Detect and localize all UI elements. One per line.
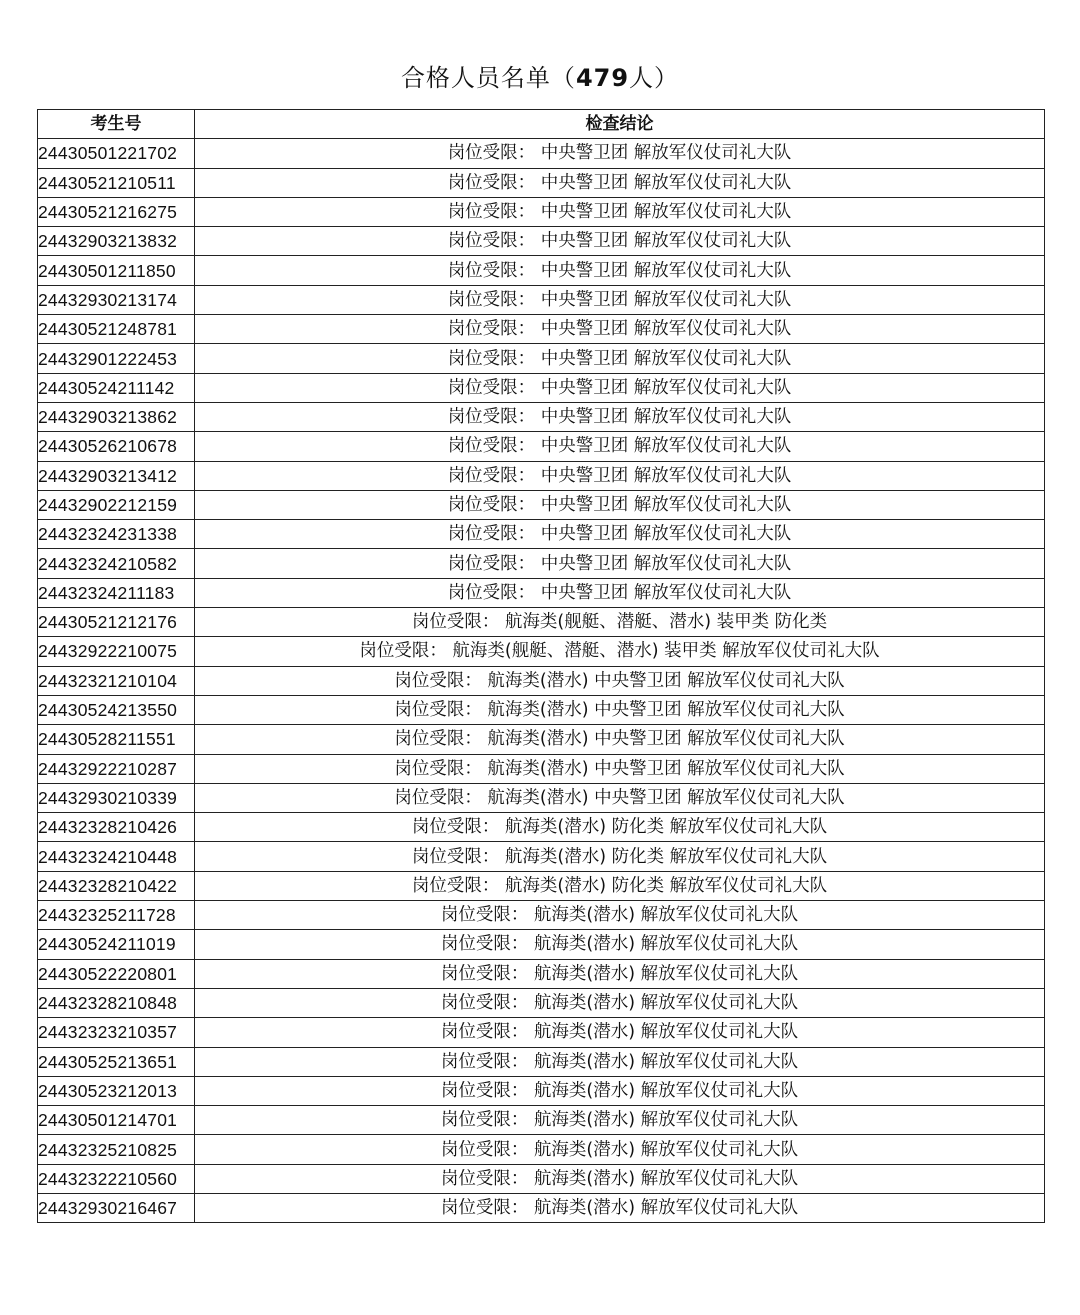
check-result-cell: 岗位受限： 航海类(潜水) 解放军仪仗司礼大队 — [195, 1106, 1045, 1135]
check-result-cell: 岗位受限： 航海类(潜水) 解放军仪仗司礼大队 — [195, 1076, 1045, 1105]
check-result-cell: 岗位受限： 航海类(潜水) 防化类 解放军仪仗司礼大队 — [195, 813, 1045, 842]
title-prefix: 合格人员名单（ — [400, 64, 576, 92]
exam-number-cell: 24432930216467 — [38, 1193, 195, 1222]
check-result-cell: 岗位受限： 中央警卫团 解放军仪仗司礼大队 — [195, 227, 1045, 256]
table-row — [38, 666, 1045, 695]
check-result-cell: 岗位受限： 航海类(潜水) 解放军仪仗司礼大队 — [195, 1193, 1045, 1222]
table-row — [38, 373, 1045, 402]
exam-number-cell: 24432903213862 — [38, 402, 195, 431]
check-result-cell: 岗位受限： 中央警卫团 解放军仪仗司礼大队 — [195, 520, 1045, 549]
check-result-cell: 岗位受限： 中央警卫团 解放军仪仗司礼大队 — [195, 549, 1045, 578]
table-row — [38, 285, 1045, 314]
check-result-cell: 岗位受限： 中央警卫团 解放军仪仗司礼大队 — [195, 432, 1045, 461]
header-check-result: 检查结论 — [195, 110, 1045, 139]
exam-number-cell: 24432930210339 — [38, 783, 195, 812]
check-result-cell: 岗位受限： 航海类(潜水) 解放军仪仗司礼大队 — [195, 1135, 1045, 1164]
table-row — [38, 227, 1045, 256]
exam-number-cell: 24432328210422 — [38, 871, 195, 900]
check-result-cell: 岗位受限： 中央警卫团 解放军仪仗司礼大队 — [195, 197, 1045, 226]
exam-number-cell: 24432324210448 — [38, 842, 195, 871]
exam-number-cell: 24430524211142 — [38, 373, 195, 402]
table-row — [38, 842, 1045, 871]
check-result-cell: 岗位受限： 航海类(潜水) 防化类 解放军仪仗司礼大队 — [195, 842, 1045, 871]
exam-number-cell: 24430501221702 — [38, 139, 195, 168]
check-result-cell: 岗位受限： 航海类(潜水) 解放军仪仗司礼大队 — [195, 930, 1045, 959]
check-result-cell: 岗位受限： 航海类(潜水) 解放军仪仗司礼大队 — [195, 959, 1045, 988]
exam-number-cell: 24432903213412 — [38, 461, 195, 490]
table-row — [38, 871, 1045, 900]
table-header-row — [38, 110, 1045, 139]
exam-number-cell: 24432324211183 — [38, 578, 195, 607]
exam-number-cell: 24432328210426 — [38, 813, 195, 842]
exam-number-cell: 24432930213174 — [38, 285, 195, 314]
exam-number-cell: 24430525213651 — [38, 1047, 195, 1076]
exam-number-cell: 24432902212159 — [38, 490, 195, 519]
table-row — [38, 315, 1045, 344]
table-row — [38, 490, 1045, 519]
table-row — [38, 197, 1045, 226]
exam-number-cell: 24430521248781 — [38, 315, 195, 344]
exam-number-cell: 24432324210582 — [38, 549, 195, 578]
exam-number-cell: 24430521212176 — [38, 608, 195, 637]
check-result-cell: 岗位受限： 航海类(潜水) 解放军仪仗司礼大队 — [195, 1164, 1045, 1193]
table-row — [38, 432, 1045, 461]
table-row — [38, 1135, 1045, 1164]
check-result-cell: 岗位受限： 航海类(舰艇、潜艇、潜水) 装甲类 防化类 — [195, 608, 1045, 637]
check-result-cell: 岗位受限： 中央警卫团 解放军仪仗司礼大队 — [195, 402, 1045, 431]
table-row — [38, 959, 1045, 988]
exam-number-cell: 24432323210357 — [38, 1018, 195, 1047]
table-row — [38, 1106, 1045, 1135]
check-result-cell: 岗位受限： 航海类(舰艇、潜艇、潜水) 装甲类 解放军仪仗司礼大队 — [195, 637, 1045, 666]
table-row — [38, 608, 1045, 637]
header-exam-number: 考生号 — [38, 110, 195, 139]
qualified-candidates-table — [37, 109, 1045, 1223]
table-body — [38, 139, 1045, 1223]
table-row — [38, 139, 1045, 168]
table-row — [38, 930, 1045, 959]
table-row — [38, 1193, 1045, 1222]
title-suffix: 人） — [629, 64, 680, 92]
document-title — [0, 58, 1080, 98]
exam-number-cell: 24430526210678 — [38, 432, 195, 461]
check-result-cell: 岗位受限： 航海类(潜水) 解放军仪仗司礼大队 — [195, 988, 1045, 1017]
check-result-cell: 岗位受限： 中央警卫团 解放军仪仗司礼大队 — [195, 139, 1045, 168]
exam-number-cell: 24430521210511 — [38, 168, 195, 197]
check-result-cell: 岗位受限： 中央警卫团 解放军仪仗司礼大队 — [195, 490, 1045, 519]
table-row — [38, 1164, 1045, 1193]
table-row — [38, 1076, 1045, 1105]
table-row — [38, 901, 1045, 930]
check-result-cell: 岗位受限： 航海类(潜水) 中央警卫团 解放军仪仗司礼大队 — [195, 783, 1045, 812]
table-row — [38, 549, 1045, 578]
exam-number-cell: 24432328210848 — [38, 988, 195, 1017]
check-result-cell: 岗位受限： 中央警卫团 解放军仪仗司礼大队 — [195, 344, 1045, 373]
table-row — [38, 988, 1045, 1017]
exam-number-cell: 24432321210104 — [38, 666, 195, 695]
title-count: 479 — [575, 64, 630, 92]
check-result-cell: 岗位受限： 航海类(潜水) 解放军仪仗司礼大队 — [195, 1018, 1045, 1047]
table-row — [38, 1047, 1045, 1076]
exam-number-cell: 24430528211551 — [38, 725, 195, 754]
exam-number-cell: 24430524211019 — [38, 930, 195, 959]
exam-number-cell: 24432325211728 — [38, 901, 195, 930]
exam-number-cell: 24430521216275 — [38, 197, 195, 226]
table-row — [38, 520, 1045, 549]
exam-number-cell: 24432922210075 — [38, 637, 195, 666]
table-row — [38, 461, 1045, 490]
check-result-cell: 岗位受限： 航海类(潜水) 解放军仪仗司礼大队 — [195, 1047, 1045, 1076]
check-result-cell: 岗位受限： 中央警卫团 解放军仪仗司礼大队 — [195, 256, 1045, 285]
check-result-cell: 岗位受限： 航海类(潜水) 中央警卫团 解放军仪仗司礼大队 — [195, 695, 1045, 724]
check-result-cell: 岗位受限： 中央警卫团 解放军仪仗司礼大队 — [195, 285, 1045, 314]
table-row — [38, 637, 1045, 666]
table-row — [38, 168, 1045, 197]
check-result-cell: 岗位受限： 中央警卫团 解放军仪仗司礼大队 — [195, 461, 1045, 490]
table-row — [38, 725, 1045, 754]
exam-number-cell: 24432325210825 — [38, 1135, 195, 1164]
table-row — [38, 813, 1045, 842]
exam-number-cell: 24432903213832 — [38, 227, 195, 256]
table-row — [38, 402, 1045, 431]
check-result-cell: 岗位受限： 中央警卫团 解放军仪仗司礼大队 — [195, 168, 1045, 197]
exam-number-cell: 24432324231338 — [38, 520, 195, 549]
exam-number-cell: 24430501214701 — [38, 1106, 195, 1135]
table-row — [38, 344, 1045, 373]
check-result-cell: 岗位受限： 航海类(潜水) 中央警卫团 解放军仪仗司礼大队 — [195, 754, 1045, 783]
exam-number-cell: 24432901222453 — [38, 344, 195, 373]
table-row — [38, 783, 1045, 812]
exam-number-cell: 24430522220801 — [38, 959, 195, 988]
table-row — [38, 578, 1045, 607]
table-row — [38, 754, 1045, 783]
check-result-cell: 岗位受限： 中央警卫团 解放军仪仗司礼大队 — [195, 373, 1045, 402]
exam-number-cell: 24430523212013 — [38, 1076, 195, 1105]
exam-number-cell: 24430524213550 — [38, 695, 195, 724]
exam-number-cell: 24430501211850 — [38, 256, 195, 285]
check-result-cell: 岗位受限： 航海类(潜水) 解放军仪仗司礼大队 — [195, 901, 1045, 930]
exam-number-cell: 24432922210287 — [38, 754, 195, 783]
check-result-cell: 岗位受限： 中央警卫团 解放军仪仗司礼大队 — [195, 315, 1045, 344]
table-row — [38, 695, 1045, 724]
exam-number-cell: 24432322210560 — [38, 1164, 195, 1193]
check-result-cell: 岗位受限： 中央警卫团 解放军仪仗司礼大队 — [195, 578, 1045, 607]
table-row — [38, 1018, 1045, 1047]
check-result-cell: 岗位受限： 航海类(潜水) 防化类 解放军仪仗司礼大队 — [195, 871, 1045, 900]
check-result-cell: 岗位受限： 航海类(潜水) 中央警卫团 解放军仪仗司礼大队 — [195, 725, 1045, 754]
check-result-cell: 岗位受限： 航海类(潜水) 中央警卫团 解放军仪仗司礼大队 — [195, 666, 1045, 695]
table-row — [38, 256, 1045, 285]
